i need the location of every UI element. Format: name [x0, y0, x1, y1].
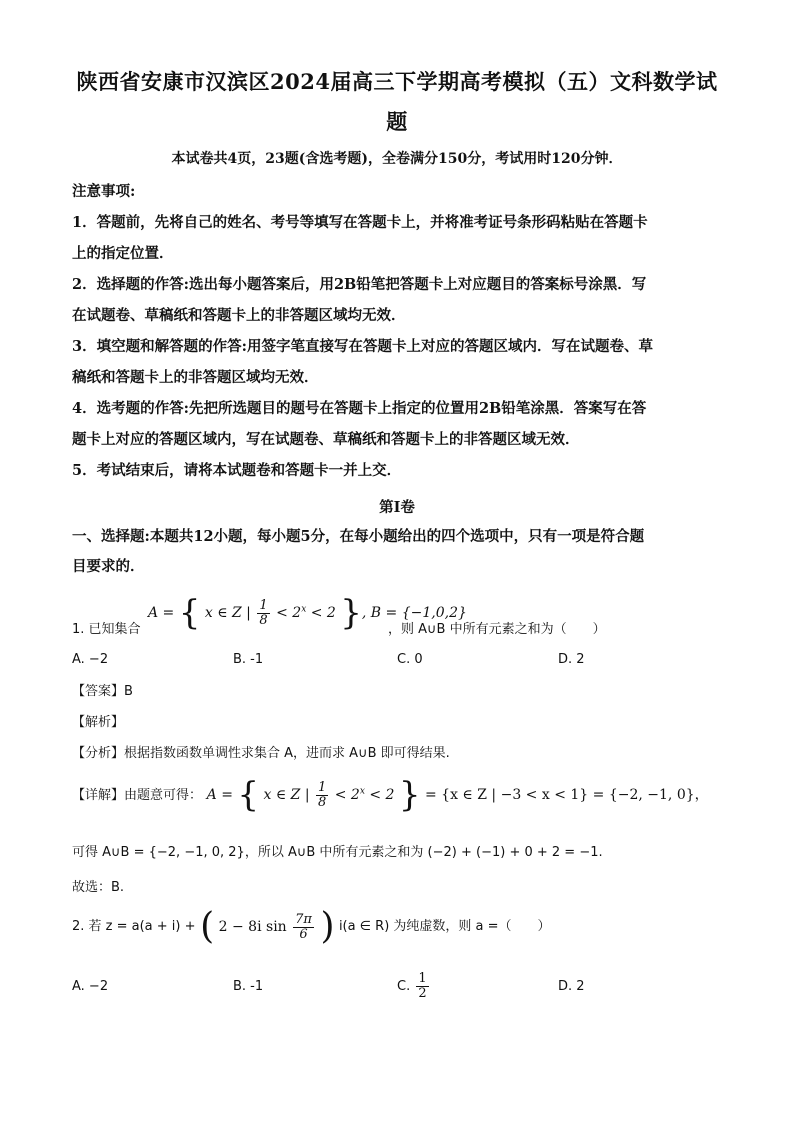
q2-option-c-denominator: 2: [418, 986, 427, 1001]
q1-derivation: 可得 A∪B = {−2, −1, 0, 2}，所以 A∪B 中所有元素之和为 (−2) + (−1) + 0 + 2 = −1.: [72, 845, 603, 860]
question-1-number: 1. 已知集合: [72, 622, 141, 637]
xiangjie-line: 【详解】由题意可得： A = { x ∈ Z | $\frac{1}{8}$ < $2^x < 2$ } = {x ∈ Z | −3 < x < 1} = {−2, −1, 0}，: [72, 775, 709, 815]
answer-label: 【答案】: [72, 684, 125, 699]
page-title: [60, 62, 734, 142]
q2-suffix: i(a ∈ R) 为纯虚数，则 a =（ ）: [338, 919, 551, 934]
exponent: x: [359, 786, 365, 797]
q1-option-b: B. -1: [233, 652, 264, 667]
note-line: 上的指定位置．: [72, 245, 174, 262]
set-a-prefix: A =: [148, 605, 175, 621]
q2-option-c-numerator: 1: [418, 971, 427, 986]
note-line: 2．选择题的作答:选出每小题答案后，用2B铅笔把答题卡上对应题目的答案标号涂黑．写: [72, 276, 647, 293]
frac-denominator: 8: [259, 612, 268, 628]
section-heading-line-2: 目要求的．: [72, 558, 145, 575]
inequality-end: < 2: [369, 787, 395, 803]
q2-option-c: [397, 972, 431, 1001]
note-line: 3．填空题和解答题的作答:用签字笔直接写在答题卡上对应的答题区域内．写在试题卷、草: [72, 338, 653, 355]
note-line: 在试题卷、草稿纸和答题卡上的非答题区域均无效．: [72, 307, 406, 324]
frac-numerator: 1: [318, 779, 327, 795]
q1-option-d: D. 2: [558, 652, 585, 667]
set-a-prefix: A =: [206, 787, 233, 803]
question-2: 2. 若 z = a(a + i) + ( 2 − 8i sin $\frac{7\pi}{6}$ ) i(a ∈ R) 为纯虚数，则 a =（ ）: [72, 906, 551, 947]
exponent: x: [301, 604, 307, 615]
exam-info: 本试卷共4页，23题(含选考题)，全卷满分150分，考试用时120分钟．: [171, 151, 623, 167]
note-line: 1．答题前，先将自己的姓名、考号等填写在答题卡上，并将准考证号条形码粘贴在答题卡: [72, 214, 648, 231]
title-line-2: 题: [386, 109, 408, 134]
answer-value: B: [124, 684, 133, 699]
q2-frac-denominator: 6: [299, 926, 308, 942]
set-b: , B = {−1,0,2}: [361, 605, 467, 621]
title-line-1: 陕西省安康市汉滨区2024届高三下学期高考模拟（五）文科数学试: [76, 69, 718, 94]
set-a-content: x ∈ Z |: [263, 787, 310, 803]
frac-denominator: 8: [318, 794, 327, 810]
question-1-tail: ，则 A∪B 中所有元素之和为（ ）: [388, 622, 606, 637]
inequality: < 2: [276, 605, 302, 621]
q2-option-b: B. -1: [233, 979, 264, 994]
fenxi-text: 根据指数函数单调性求集合 A，进而求 A∪B 即可得结果.: [124, 746, 450, 761]
fenxi-line: [72, 744, 722, 764]
q1-conclusion: 故选：B.: [72, 880, 125, 895]
inequality: < 2: [334, 787, 360, 803]
note-line: 稿纸和答题卡上的非答题区域均无效．: [72, 369, 319, 386]
question-1-formula: A = { x ∈ Z | $\frac{1}{8}$ < $2^x < 2$ }, B = {−1,0,2}: [148, 593, 467, 633]
q2-option-d: D. 2: [558, 979, 585, 994]
notes-heading: 注意事项:: [72, 183, 136, 200]
fenxi-label: 【分析】: [72, 746, 125, 761]
inequality-end: < 2: [310, 605, 336, 621]
xiangjie-label: 【详解】: [72, 788, 125, 803]
q2-frac-numerator: 7π: [295, 911, 312, 927]
note-line: 4．选考题的作答:先把所选题目的题号在答题卡上指定的位置用2B铅笔涂黑．答案写在答: [72, 400, 647, 417]
q1-option-c: C. 0: [397, 652, 423, 667]
set-a-content: x ∈ Z |: [204, 605, 251, 621]
q2-option-a: A. −2: [72, 979, 109, 994]
note-line: 5．考试结束后，请将本试题卷和答题卡一并上交．: [72, 462, 402, 479]
frac-numerator: 1: [259, 597, 268, 613]
note-line: 题卡上对应的答题区域内，写在试题卷、草稿纸和答题卡上的非答题区域无效．: [72, 431, 580, 448]
section-heading-line-1: 一、选择题:本题共12小题，每小题5分，在每小题给出的四个选项中，只有一项是符合题: [72, 528, 645, 545]
answer-line: [72, 682, 722, 702]
analysis-label: 【解析】: [72, 715, 125, 730]
xiangjie-prefix: 由题意可得：: [124, 788, 203, 803]
part-title: 第I卷: [379, 499, 415, 516]
q2-inner: 2 − 8i sin: [218, 919, 287, 935]
q2-prefix: 2. 若 z = a(a + i) +: [72, 919, 196, 934]
q1-option-a: A. −2: [72, 652, 109, 667]
q2-option-c-label: C.: [397, 979, 411, 994]
xiangjie-result: = {x ∈ Z | −3 < x < 1} = {−2, −1, 0}，: [425, 787, 709, 803]
